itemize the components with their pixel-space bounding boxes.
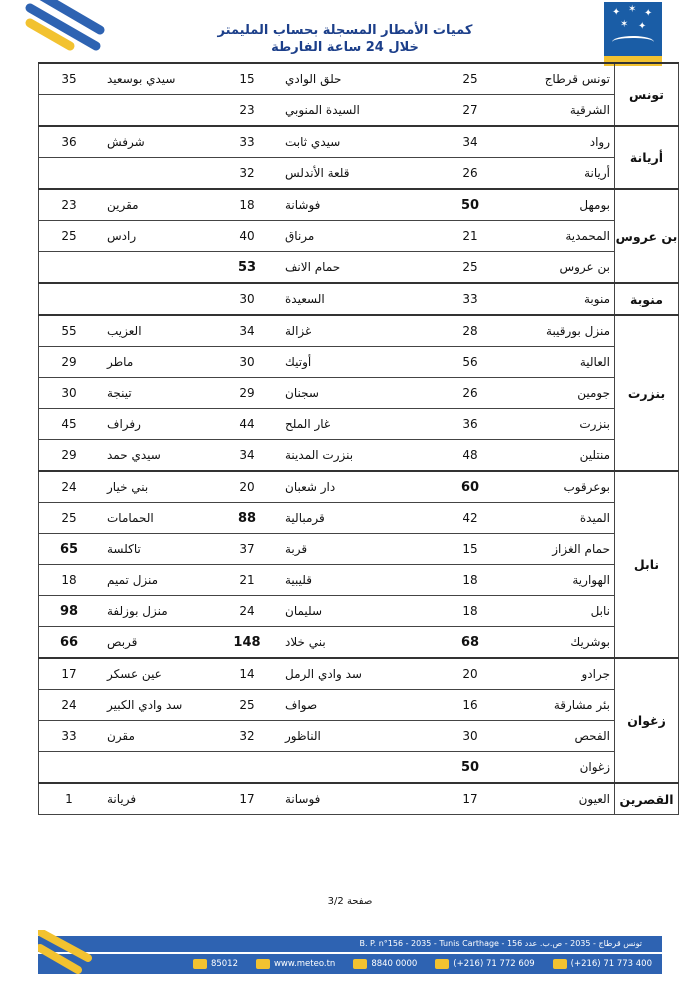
station-name: مقرن [99,721,217,752]
governorate-cell: بنزرت [615,315,679,471]
rain-value: 56 [455,347,485,378]
rain-value: 65 [39,534,100,565]
table-row [39,252,679,284]
rain-value: 25 [39,503,100,534]
table-row [39,440,679,472]
station-name: قربة [277,534,455,565]
table-row [39,315,679,347]
station-name: حلق الوادي [277,63,455,95]
station-name [99,283,217,315]
station-name: سد وادي الكبير [99,690,217,721]
rain-value: 17 [39,658,100,690]
table-row [39,690,679,721]
rain-value: 68 [455,627,485,659]
station-name: الحمامات [99,503,217,534]
rain-value: 15 [455,534,485,565]
station-name: دار شعبان [277,471,455,503]
rain-value: 21 [455,221,485,252]
station-name: تونس قرطاج [485,63,615,95]
rain-value: 20 [455,658,485,690]
station-name: الشرقية [485,95,615,127]
rain-value: 50 [455,189,485,221]
station-name [99,158,217,190]
station-name: بن عروس [485,252,615,284]
rain-value: 50 [455,752,485,784]
footer-fax: (+216) 71 772 609 [435,959,534,969]
rain-value: 34 [217,440,277,472]
rain-value: 18 [217,189,277,221]
title-line-1: كميات الأمطار المسجلة بحساب المليمتر [217,23,473,38]
table-row [39,283,679,315]
rain-value: 148 [217,627,277,659]
meteo-emblem [604,2,662,66]
page-number: صفحة 3/2 [327,896,373,907]
rain-value: 55 [39,315,100,347]
footer-free-number: 8840 0000 [353,959,417,969]
table-row [39,126,679,158]
star-icon: ✦ [644,8,653,19]
rain-value: 30 [455,721,485,752]
star-icon: ✶ [628,4,637,15]
governorate-cell: منوبة [615,283,679,315]
rain-value: 88 [217,503,277,534]
station-name: منزل بوزلفة [99,596,217,627]
station-name: مرناق [277,221,455,252]
rain-value: 33 [455,283,485,315]
table-row [39,596,679,627]
rain-value: 18 [39,565,100,596]
station-name: جرادو [485,658,615,690]
station-name: بني خلاد [277,627,455,659]
rain-value: 30 [39,378,100,409]
station-name: عين عسكر [99,658,217,690]
station-name: السيدة المنوبي [277,95,455,127]
rain-value: 18 [455,596,485,627]
rain-value: 23 [217,95,277,127]
footer [38,936,662,978]
rain-value: 66 [39,627,100,659]
station-name: العزيب [99,315,217,347]
document-title [215,22,475,56]
footer-address: B. P. n°156 - 2035 - Tunis Carthage - تونس قرطاج - 2035 - ص.ب. عدد 156 [38,936,662,952]
rain-value: 37 [217,534,277,565]
table-row [39,783,679,815]
brand-stripes-logo [0,0,120,70]
station-name: غزالة [277,315,455,347]
rain-value: 34 [217,315,277,347]
station-name: قليبية [277,565,455,596]
station-name: منزل بورقيبة [485,315,615,347]
station-name: فوسانة [277,783,455,815]
station-name: بنزرت [485,409,615,440]
rain-value: 25 [39,221,100,252]
station-name: حمام الغزاز [485,534,615,565]
rain-value: 44 [217,409,277,440]
table-row [39,471,679,503]
rain-value [217,752,277,784]
station-name: سد وادي الرمل [277,658,455,690]
station-name: منوبة [485,283,615,315]
governorate-cell: القصرين [615,783,679,815]
governorate-cell: نابل [615,471,679,658]
rain-value: 24 [217,596,277,627]
rain-value: 32 [217,721,277,752]
rain-value: 1 [39,783,100,815]
wave-icon [612,36,654,48]
station-name: حمام الانف [277,252,455,284]
station-name: تينجة [99,378,217,409]
station-name: جومين [485,378,615,409]
table-row [39,347,679,378]
rain-value: 45 [39,409,100,440]
rain-value: 25 [455,252,485,284]
rain-value: 32 [217,158,277,190]
station-name: أريانة [485,158,615,190]
station-name: العالية [485,347,615,378]
station-name [99,95,217,127]
phone-icon [553,959,567,969]
table-row [39,409,679,440]
table-row [39,658,679,690]
rain-value: 24 [39,471,100,503]
station-name: رواد [485,126,615,158]
rain-value [39,95,100,127]
station-name: العيون [485,783,615,815]
rain-value: 33 [39,721,100,752]
station-name: بئر مشارقة [485,690,615,721]
station-name: نابل [485,596,615,627]
rainfall-table [38,62,679,815]
station-name [99,252,217,284]
station-name: صواف [277,690,455,721]
sms-icon [193,959,207,969]
station-name: منزل تميم [99,565,217,596]
table-row [39,565,679,596]
station-name: بوشريك [485,627,615,659]
rain-value: 35 [39,63,100,95]
rain-value: 26 [455,378,485,409]
station-name: قلعة الأندلس [277,158,455,190]
table-row [39,95,679,127]
phone-free-icon [353,959,367,969]
table-row [39,63,679,95]
rain-value: 40 [217,221,277,252]
table-row [39,378,679,409]
table-row [39,158,679,190]
rain-value: 17 [217,783,277,815]
rain-value: 29 [217,378,277,409]
rain-value: 25 [217,690,277,721]
station-name: بوعرقوب [485,471,615,503]
rain-value [39,283,100,315]
footer-sms: 85012 [193,959,238,969]
station-name: قرمبالية [277,503,455,534]
rain-value [39,752,100,784]
station-name: المحمدية [485,221,615,252]
rain-value: 15 [217,63,277,95]
table-row [39,189,679,221]
station-name: تاكلسة [99,534,217,565]
footer-stripes-logo [38,930,118,978]
rain-value: 20 [217,471,277,503]
rain-value [39,252,100,284]
station-name: الهوارية [485,565,615,596]
station-name: سجنان [277,378,455,409]
station-name: زغوان [485,752,615,784]
star-icon: ✦ [612,7,621,18]
rain-value: 34 [455,126,485,158]
star-icon: ✦ [638,21,647,32]
table-row [39,721,679,752]
rain-value: 23 [39,189,100,221]
rain-value: 18 [455,565,485,596]
rain-value: 30 [217,283,277,315]
rain-value: 36 [455,409,485,440]
station-name: بني خيار [99,471,217,503]
governorate-cell: زغوان [615,658,679,783]
station-name: ماطر [99,347,217,378]
table-row [39,221,679,252]
governorate-cell: أريانة [615,126,679,189]
rain-value: 60 [455,471,485,503]
rain-value: 98 [39,596,100,627]
rain-value: 30 [217,347,277,378]
rain-value: 33 [217,126,277,158]
web-icon [256,959,270,969]
star-icon: ✶ [620,19,629,30]
rain-value: 25 [455,63,485,95]
governorate-cell: بن عروس [615,189,679,283]
station-name: رفراف [99,409,217,440]
footer-contacts [38,954,662,974]
table-row [39,534,679,565]
footer-web[interactable]: www.meteo.tn [256,959,335,969]
table-row [39,627,679,659]
station-name: سيدي بوسعيد [99,63,217,95]
rain-value: 24 [39,690,100,721]
station-name: فوشانة [277,189,455,221]
station-name: غار الملح [277,409,455,440]
rain-value: 27 [455,95,485,127]
rain-value: 29 [39,440,100,472]
station-name: سيدي ثابت [277,126,455,158]
station-name [277,752,455,784]
rain-value: 16 [455,690,485,721]
station-name: بومهل [485,189,615,221]
rain-value: 29 [39,347,100,378]
title-line-2: خلال 24 ساعة الفارطة [271,40,419,55]
rain-value: 28 [455,315,485,347]
station-name: بنزرت المدينة [277,440,455,472]
station-name: الناظور [277,721,455,752]
station-name: سيدي حمد [99,440,217,472]
station-name: منتلين [485,440,615,472]
rain-value: 42 [455,503,485,534]
station-name: أوتيك [277,347,455,378]
rain-value: 53 [217,252,277,284]
rain-value: 17 [455,783,485,815]
table-row [39,752,679,784]
station-name: رادس [99,221,217,252]
station-name: سليمان [277,596,455,627]
station-name: فريانة [99,783,217,815]
governorate-cell: تونس [615,63,679,126]
station-name [99,752,217,784]
station-name: مقرين [99,189,217,221]
rain-value: 36 [39,126,100,158]
rain-value: 14 [217,658,277,690]
rain-value [39,158,100,190]
footer-phone: (+216) 71 773 400 [553,959,652,969]
station-name: الفحص [485,721,615,752]
rain-value: 48 [455,440,485,472]
table-row [39,503,679,534]
fax-icon [435,959,449,969]
station-name: السعيدة [277,283,455,315]
station-name: شرفش [99,126,217,158]
rain-value: 26 [455,158,485,190]
station-name: الميدة [485,503,615,534]
rain-value: 21 [217,565,277,596]
station-name: قربص [99,627,217,659]
